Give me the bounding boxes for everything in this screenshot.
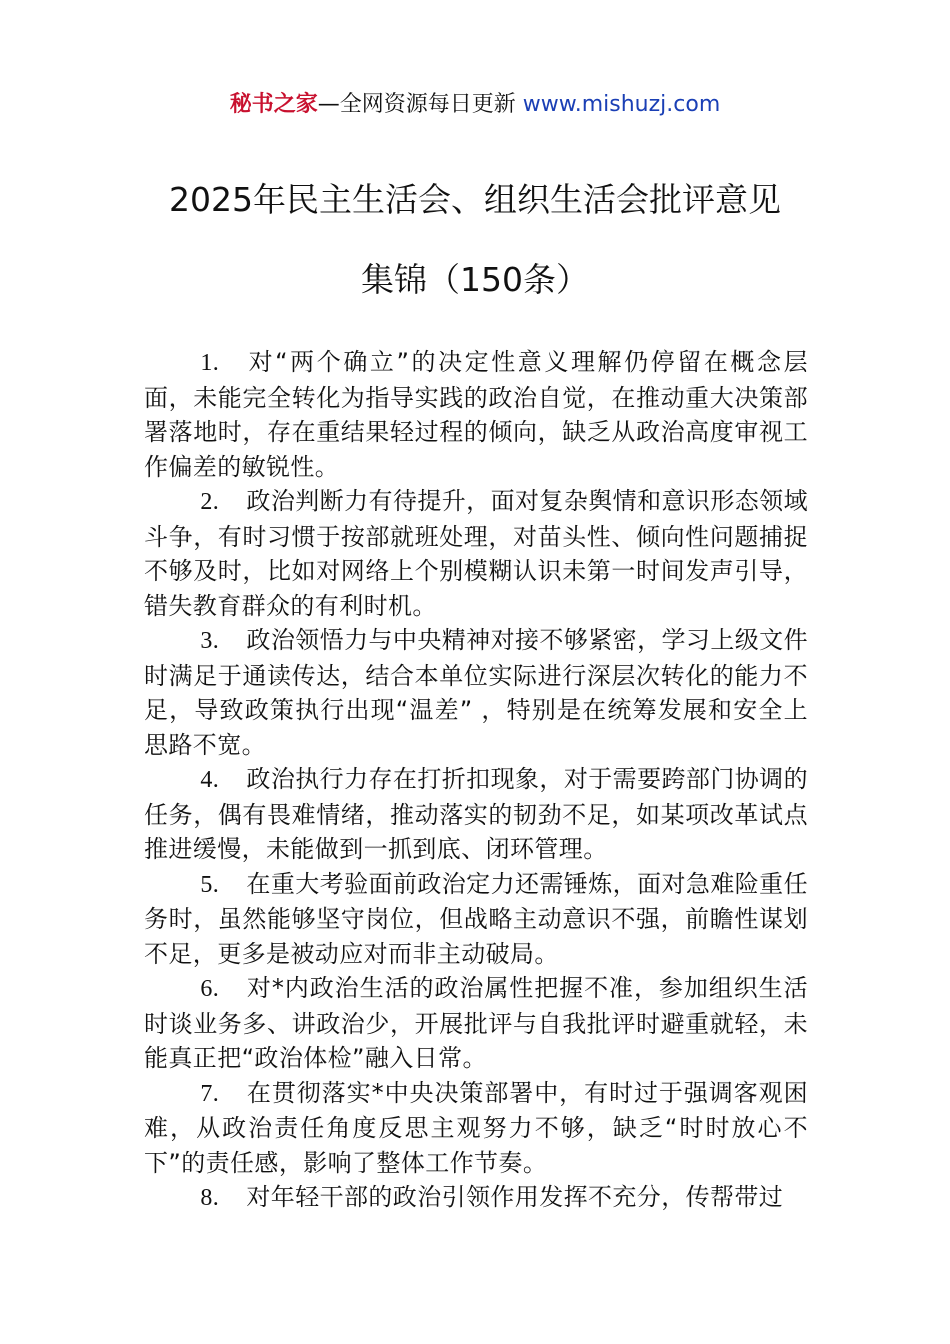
item-text: 政治判断力有待提升，面对复杂舆情和意识形态领域斗争，有时习惯于按部就班处理，对苗头性、倾向性问题捕捉不够及时，比如对网络上个别模糊认识未第一时间发声引导，错失教育群众的有利时机。 bbox=[144, 487, 808, 620]
item-number: 5. bbox=[200, 871, 220, 898]
item-text: 对“两个确立”的决定性意义理解仍停留在概念层面，未能完全转化为指导实践的政治自觉，在推动重大决策部署落地时，存在重结果轻过程的倾向，缺乏从政治高度审视工作偏差的敏锐性。 bbox=[144, 348, 808, 481]
list-item bbox=[144, 345, 808, 484]
list-item bbox=[144, 623, 808, 762]
item-number: 2. bbox=[200, 489, 220, 515]
item-number: 3. bbox=[200, 628, 220, 654]
list-item bbox=[144, 1076, 808, 1181]
item-text: 政治执行力存在打折扣现象，对于需要跨部门协调的任务，偶有畏难情绪，推动落实的韧劲不足，如某项改革试点推进缓慢，未能做到一抓到底、闭环管理。 bbox=[144, 765, 808, 863]
item-text: 对*内政治生活的政治属性把握不准，参加组织生活时谈业务多、讲政治少，开展批评与自我批评时避重就轻，未能真正把“政治体检”融入日常。 bbox=[144, 974, 808, 1072]
site-tagline: —全网资源每日更新 bbox=[317, 92, 523, 117]
list-item bbox=[144, 971, 808, 1076]
item-number: 7. bbox=[200, 1080, 220, 1107]
item-number: 6. bbox=[200, 976, 220, 1002]
site-brand-name: 秘书之家 bbox=[229, 92, 318, 117]
document-body bbox=[144, 345, 808, 1216]
item-number: 4. bbox=[200, 767, 220, 793]
site-url-link[interactable]: www.mishuzj.com bbox=[522, 92, 721, 117]
site-banner bbox=[0, 88, 950, 122]
list-item bbox=[144, 1180, 808, 1216]
list-item bbox=[144, 762, 808, 867]
item-text: 政治领悟力与中央精神对接不够紧密，学习上级文件时满足于通读传达，结合本单位实际进行深层次转化的能力不足，导致政策执行出现“温差” ，特别是在统筹发展和安全上思路不宽。 bbox=[144, 626, 808, 759]
list-item bbox=[144, 484, 808, 623]
item-number: 1. bbox=[200, 350, 220, 376]
item-text: 在重大考验面前政治定力还需锤炼，面对急难险重任务时，虽然能够坚守岗位，但战略主动意识不强，前瞻性谋划不足，更多是被动应对而非主动破局。 bbox=[144, 869, 808, 968]
document-title-line-1: 2025年民主生活会、组织生活会批评意见 bbox=[169, 180, 781, 219]
item-text: 在贯彻落实*中央决策部署中，有时过于强调客观困难，从政治责任角度反思主观努力不够，缺乏“时时放心不下”的责任感，影响了整体工作节奏。 bbox=[144, 1078, 808, 1177]
list-item bbox=[144, 867, 808, 972]
item-text: 对年轻干部的政治引领作用发挥不充分，传帮带过 bbox=[246, 1183, 784, 1211]
item-number: 8. bbox=[200, 1185, 220, 1211]
document-title-line-2: 集锦（150条） bbox=[361, 260, 589, 299]
document-title bbox=[100, 160, 850, 320]
